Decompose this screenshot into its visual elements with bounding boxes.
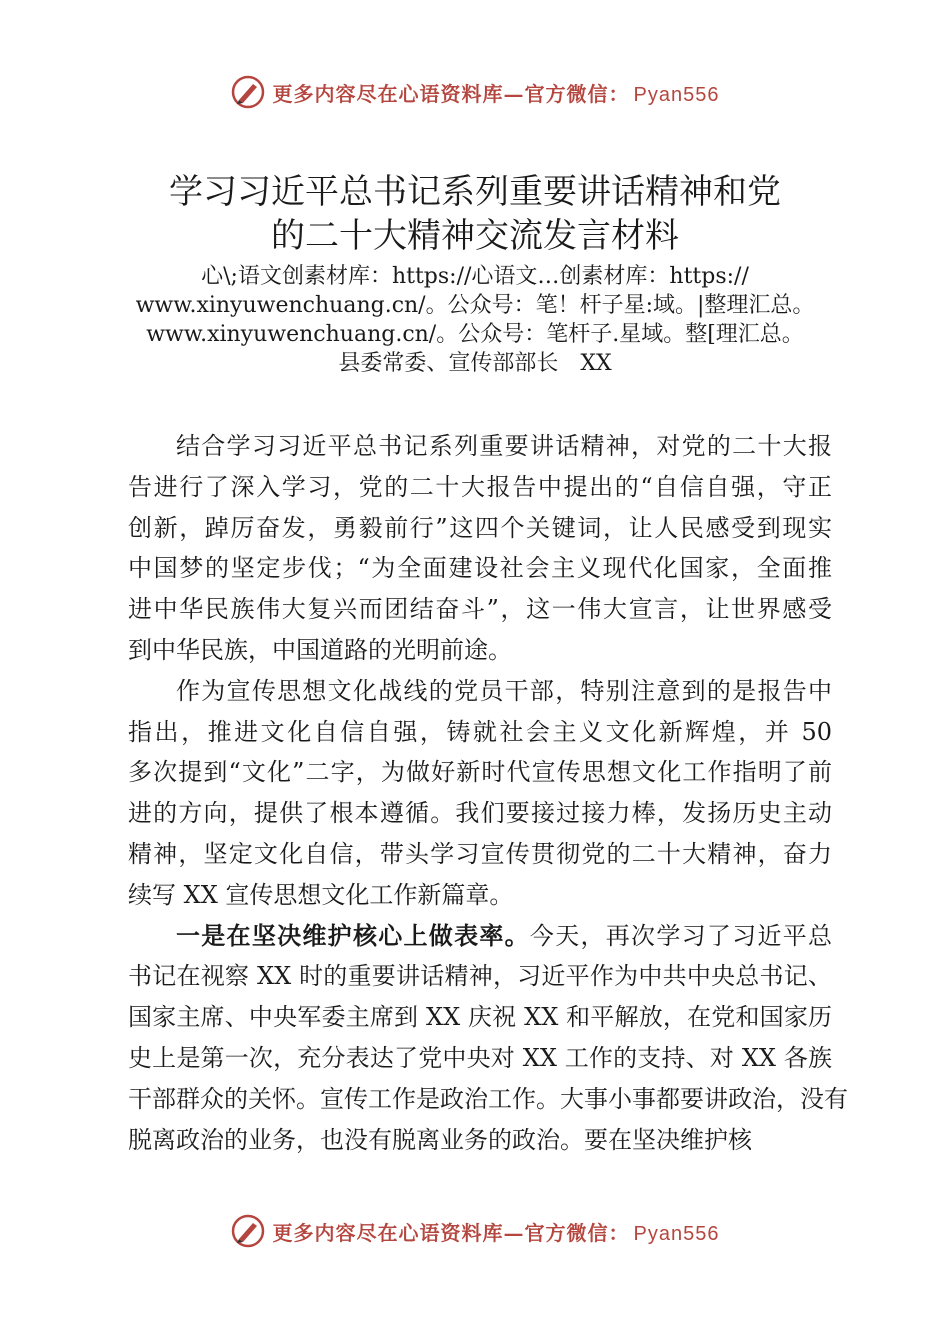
pen-logo-icon <box>231 75 265 109</box>
text-line: 作为宣传思想文化战线的党员干部，特别注意到的是报告中 <box>176 676 832 705</box>
header-banner <box>0 72 950 112</box>
source-line-2: www.xinyuwenchuang.cn/。公众号：笔！杆子星:域。|整理汇总。 <box>135 293 815 318</box>
document-body <box>128 426 848 1160</box>
text-line: 国家主席、中央军委主席到 XX 庆祝 XX 和平解放，在党和国家历 <box>128 1003 832 1032</box>
text-line: 到中华民族，中国道路的光明前途。 <box>128 635 512 664</box>
paragraph-1 <box>128 426 832 671</box>
text-line: 书记在视察 XX 时的重要讲话精神，习近平作为中共中央总书记、 <box>128 962 832 991</box>
banner-wechat-id: Pyan556 <box>633 1222 720 1245</box>
source-line-1: 心\;语文创素材库：https://心语文…创素材库：https:// <box>201 264 749 289</box>
text-line: 脱离政治的业务，也没有脱离业务的政治。要在坚决维护核 <box>128 1125 752 1154</box>
heading-continuation: 今天，再次学习了习近平总 <box>529 921 833 950</box>
author-line: 县委常委、宣传部部长 XX <box>338 351 612 376</box>
text-line: 结合学习习近平总书记系列重要讲话精神，对党的二十大报 <box>176 432 832 460</box>
banner-text <box>273 1217 720 1246</box>
footer-banner <box>0 1211 950 1251</box>
paragraph-3 <box>128 916 848 1161</box>
text-line: 续写 XX 宣传思想文化工作新篇章。 <box>128 880 514 909</box>
section-heading: 一是在坚决维护核心上做表率。 <box>176 921 530 950</box>
source-line-3: www.xinyuwenchuang.cn/。公众号：笔杆子.星域。整[理汇总。 <box>146 322 804 347</box>
banner-text <box>273 78 720 107</box>
text-line: 进中华民族伟大复兴而团结奋斗”，这一伟大宣言，让世界感受 <box>128 595 832 624</box>
title-line-2: 的二十大精神交流发言材料 <box>271 216 679 256</box>
banner-main: 更多内容尽在心语资料库—官方微信： <box>272 81 630 106</box>
text-line: 中国梦的坚定步伐；“为全面建设社会主义现代化国家，全面推 <box>128 554 832 583</box>
text-line: 创新，踔厉奋发，勇毅前行”这四个关键词，让人民感受到现实 <box>128 513 832 542</box>
title-line-1: 学习习近平总书记系列重要讲话精神和党 <box>169 172 781 212</box>
text-line: 史上是第一次，充分表达了党中央对 XX 工作的支持、对 XX 各族 <box>128 1043 832 1072</box>
page-title <box>0 170 950 258</box>
text-line: 进的方向，提供了根本遵循。我们要接过接力棒，发扬历史主动 <box>128 799 832 828</box>
paragraph-2 <box>128 671 832 916</box>
text-line: 干部群众的关怀。宣传工作是政治工作。大事小事都要讲政治，没有 <box>128 1084 848 1113</box>
banner-wechat-id: Pyan556 <box>633 83 720 106</box>
pen-logo-icon <box>231 1214 265 1248</box>
text-line: 告进行了深入学习，党的二十大报告中提出的“自信自强，守正 <box>128 472 832 501</box>
banner-main: 更多内容尽在心语资料库—官方微信： <box>272 1220 630 1245</box>
text-line: 指出，推进文化自信自强，铸就社会主义文化新辉煌，并 50 <box>128 717 832 746</box>
text-line <box>128 916 832 957</box>
text-line: 多次提到“文化”二字，为做好新时代宣传思想文化工作指明了前 <box>128 758 832 787</box>
text-line: 精神，坚定文化自信，带头学习宣传贯彻党的二十大精神，奋力 <box>128 839 832 868</box>
